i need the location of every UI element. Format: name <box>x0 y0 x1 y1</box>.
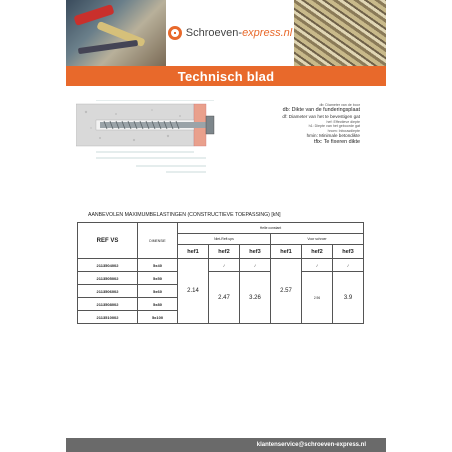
anchor-diagram <box>76 100 226 180</box>
dim-cell: 5x80 <box>138 298 178 311</box>
hef-header: hef2 <box>302 245 333 259</box>
value-cell: / <box>333 259 364 272</box>
legend-item: db: Diameter van de boor <box>319 103 360 107</box>
legend-item: df: Diameter van het te bevestigen gat <box>282 114 360 120</box>
dimension-header: DIMENSIE <box>138 223 178 259</box>
legend-item: tfix: Te fixeren dikte <box>313 139 360 146</box>
ref-cell: 2113506002 <box>78 285 138 298</box>
ref-cell: 2113508002 <box>78 298 138 311</box>
dim-cell: 5x50 <box>138 272 178 285</box>
title-bar <box>66 66 386 86</box>
ref-cell: 2113510002 <box>78 311 138 324</box>
dimension-legend <box>250 103 360 146</box>
value-cell: 2.96 <box>302 272 333 324</box>
value-cell: / <box>240 259 271 272</box>
table-caption: AANBEVOLEN MAXIMUMBELASTINGEN (CONSTRUCTIEVE TOEPASSING) [kN] <box>88 212 281 218</box>
value-cell: 2.47 <box>209 272 240 324</box>
value-cell: 2.57 <box>271 259 302 324</box>
legend-item: hnom: Inbouwdiepte <box>327 128 360 133</box>
load-table <box>77 222 364 324</box>
legend-item: db: Dikte van de funderingsplaat <box>282 107 360 114</box>
value-cell: 3.26 <box>240 272 271 324</box>
hef-header: hef2 <box>209 245 240 259</box>
logo-text: Schroeven-express.nl <box>185 27 293 39</box>
ref-cell: 2113504002 <box>78 259 138 272</box>
subheader-right: Voor schroer <box>271 234 364 245</box>
page-title: Technisch blad <box>177 68 275 84</box>
legend-item: h1: Diepte van het geboorde gat <box>308 124 360 129</box>
hef-header: hef3 <box>240 245 271 259</box>
table-row <box>78 259 364 272</box>
legend-item: hef: Effectieve diepte <box>326 119 360 124</box>
logo-icon <box>168 26 182 40</box>
hef-header: hef1 <box>271 245 302 259</box>
screws-photo <box>294 0 386 66</box>
value-cell: / <box>302 259 333 272</box>
value-cell: 2.14 <box>178 259 209 324</box>
dim-cell: 5x40 <box>138 259 178 272</box>
support-email-link[interactable]: klantenservice@schroeven-express.nl <box>256 442 366 448</box>
dim-cell: 5x100 <box>138 311 178 324</box>
hef-header: hef1 <box>178 245 209 259</box>
group-header: Helle constant <box>178 223 364 234</box>
hef-header: hef3 <box>333 245 364 259</box>
brand-logo[interactable] <box>166 0 294 66</box>
legend-item: hmin: Minimale betondikte <box>306 133 360 139</box>
subheader-left: Niet-Reft ups <box>178 234 271 245</box>
header-banner <box>66 0 386 66</box>
ref-cell: 2113505002 <box>78 272 138 285</box>
value-cell: 3.9 <box>333 272 364 324</box>
ref-header: REF VS <box>78 223 138 259</box>
footer-bar <box>66 438 386 452</box>
table-row <box>78 272 364 285</box>
tools-photo <box>66 0 166 66</box>
dim-cell: 5x60 <box>138 285 178 298</box>
value-cell: / <box>209 259 240 272</box>
